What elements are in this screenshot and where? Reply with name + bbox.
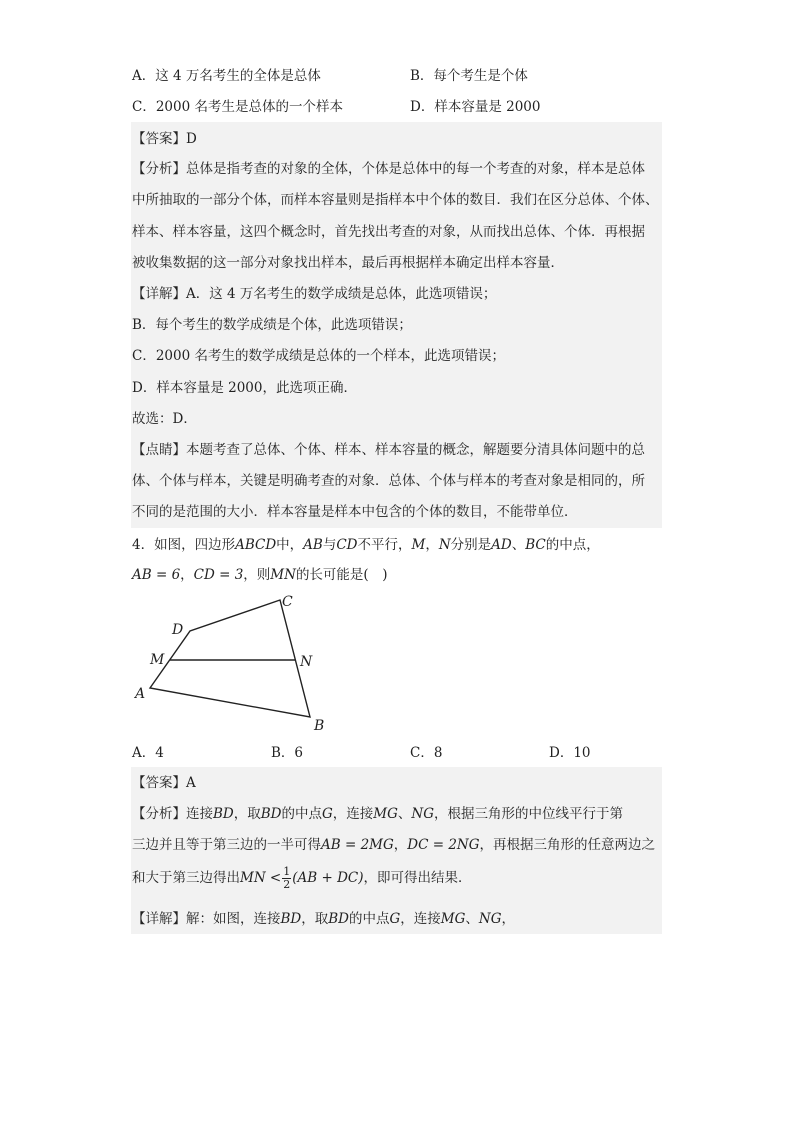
q3-comment-line-3: 不同的是范围的大小．样本容量是样本中包含的个体的数目，不能带单位． bbox=[132, 504, 578, 520]
label-a: A bbox=[135, 686, 146, 702]
q4-option-a: A．4 bbox=[132, 745, 164, 761]
q3-option-d: D．样本容量是 2000 bbox=[410, 99, 541, 115]
q3-detail-line-1: 【详解】A．这 4 万名考生的数学成绩是总体，此选项错误； bbox=[132, 286, 497, 302]
q4-stem-line-2: AB = 6，CD = 3，则MN的长可能是( ) bbox=[132, 567, 388, 583]
quadrilateral-figure bbox=[130, 588, 340, 738]
fraction-one-half: $\frac{1}{2}$ bbox=[283, 865, 291, 891]
quadrilateral-abcd bbox=[150, 600, 310, 717]
q3-option-c: C．2000 名考生是总体的一个样本 bbox=[132, 99, 343, 115]
q3-analysis-line-4: 被收集数据的这一部分对象找出样本，最后再根据样本确定出样本容量． bbox=[132, 255, 564, 271]
q3-comment-line-1: 【点睛】本题考查了总体、个体、样本、样本容量的概念，解题要分清具体问题中的总 bbox=[132, 442, 645, 458]
q4-option-c: C．8 bbox=[410, 745, 443, 761]
label-d: D bbox=[172, 622, 184, 638]
q3-option-b: B．每个考生是个体 bbox=[410, 68, 528, 84]
q3-analysis-line-1: 【分析】总体是指考查的对象的全体，个体是总体中的每一个考查的对象，样本是总体 bbox=[132, 161, 645, 177]
label-n: N bbox=[300, 654, 313, 670]
q4-answer: 【答案】A bbox=[132, 775, 196, 791]
q4-detail-line-1: 【详解】解：如图，连接BD，取BD的中点G，连接MG、NG， bbox=[132, 911, 516, 927]
q4-analysis-line-2: 三边并且等于第三边的一半可得AB = 2MG，DC = 2NG，再根据三角形的任意两边之 bbox=[132, 837, 655, 853]
label-c: C bbox=[282, 594, 293, 610]
q4-option-b: B．6 bbox=[271, 745, 304, 761]
q3-answer: 【答案】D bbox=[132, 131, 197, 147]
q3-comment-line-2: 体、个体与样本，关键是明确考查的对象．总体、个体与样本的考查对象是相同的，所 bbox=[132, 473, 645, 489]
q3-analysis-line-2: 中所抽取的一部分个体，而样本容量则是指样本中个体的数目．我们在区分总体、个体、 bbox=[132, 192, 659, 208]
q4-analysis-line-3: 和大于第三边得出MN < $\frac{1}{2}$ (AB + DC)，即可得出结果． bbox=[132, 865, 472, 891]
label-b: B bbox=[314, 718, 325, 734]
q3-detail-line-5: 故选：D． bbox=[132, 411, 197, 427]
q3-detail-line-2: B．每个考生的数学成绩是个体，此选项错误； bbox=[132, 317, 412, 333]
q3-option-a: A．这 4 万名考生的全体是总体 bbox=[132, 68, 321, 84]
q3-detail-line-3: C．2000 名考生的数学成绩是总体的一个样本，此选项错误； bbox=[132, 348, 505, 364]
q3-detail-line-4: D．样本容量是 2000，此选项正确． bbox=[132, 380, 357, 396]
q4-option-d: D．10 bbox=[549, 745, 591, 761]
q4-stem-line-1: 4．如图，四边形ABCD中，AB与CD不平行，M，N分别是AD、BC的中点， bbox=[132, 537, 600, 553]
q4-analysis-line-1: 【分析】连接BD，取BD的中点G，连接MG、NG，根据三角形的中位线平行于第 bbox=[132, 806, 624, 822]
q3-analysis-line-3: 样本、样本容量，这四个概念时，首先找出考查的对象，从而找出总体、个体．再根据 bbox=[132, 224, 645, 240]
label-m: M bbox=[150, 652, 165, 668]
